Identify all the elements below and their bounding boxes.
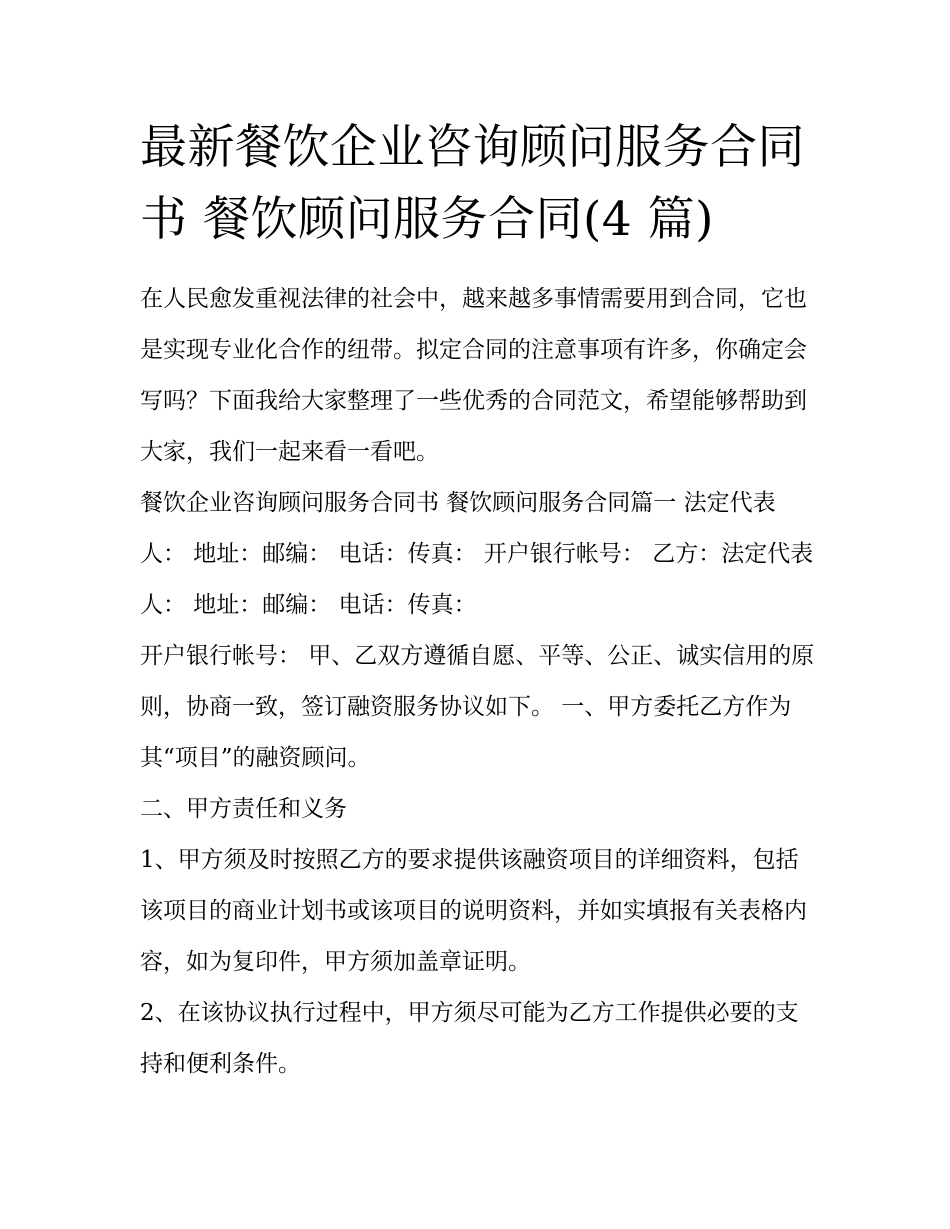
clause-1-paragraph: 1、甲方须及时按照乙方的要求提供该融资项目的详细资料，包括该项目的商业计划书或该项目的说明资料，并如实填报有关表格内容，如为复印件，甲方须加盖章证明。: [140, 847, 807, 975]
party-a-info-paragraph: 餐饮企业咨询顾问服务合同书 餐饮顾问服务合同篇一 法定代表人： 地址：邮编： 电话：传真： 开户银行帐号： 乙方：法定代表人： 地址：邮编： 电话：传真：: [140, 490, 814, 618]
section-heading-responsibilities: 二、甲方责任和义务: [140, 796, 347, 822]
clause-2-paragraph: 2、在该协议执行过程中，甲方须尽可能为乙方工作提供必要的支持和便利条件。: [140, 1000, 799, 1077]
agreement-intro-paragraph: 开户银行帐号： 甲、乙双方遵循自愿、平等、公正、诚实信用的原则，协商一致，签订融资服务协议如下。 一、甲方委托乙方作为其“项目”的融资顾问。: [140, 643, 815, 771]
document-title: 最新餐饮企业咨询顾问服务合同书 餐饮顾问服务合同(4 篇): [140, 120, 805, 247]
intro-paragraph: 在人民愈发重视法律的社会中，越来越多事情需要用到合同，它也是实现专业化合作的纽带。拟定合同的注意事项有许多，你确定会写吗？下面我给大家整理了一些优秀的合同范文，希望能够帮助到大家，我们一起来看一看吧。: [140, 286, 807, 465]
document-page: [140, 112, 820, 1090]
